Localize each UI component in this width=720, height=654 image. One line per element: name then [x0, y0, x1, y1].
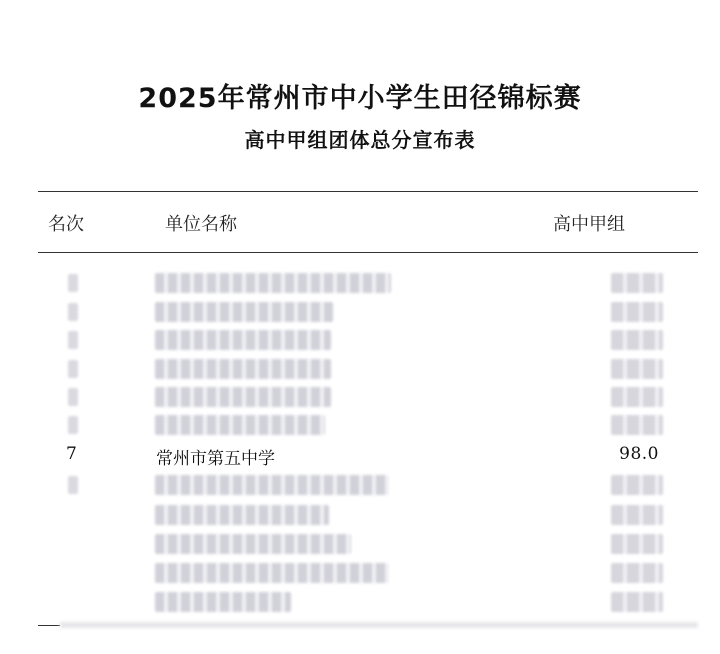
row-rank: 7 — [66, 444, 77, 464]
redacted-name — [155, 387, 331, 407]
redacted-name — [155, 505, 329, 525]
redacted-score — [611, 505, 663, 525]
table-header-rule — [38, 252, 698, 253]
redacted-score — [611, 359, 663, 379]
table-row-blurred — [0, 531, 720, 559]
table-row-blurred — [0, 502, 720, 530]
redacted-name — [155, 563, 389, 583]
redacted-rank — [68, 274, 78, 292]
redacted-rank — [68, 416, 78, 434]
redacted-rank — [68, 303, 78, 321]
redacted-name — [155, 330, 331, 350]
redacted-rank — [68, 476, 78, 494]
redacted-rank — [68, 331, 78, 349]
header-name: 单位名称 — [165, 214, 237, 235]
redacted-score — [611, 475, 663, 495]
redacted-name — [155, 534, 351, 554]
row-school-name: 常州市第五中学 — [156, 449, 275, 469]
redacted-rank — [68, 388, 78, 406]
table-row-blurred — [0, 472, 720, 500]
header-score: 高中甲组 — [553, 214, 625, 235]
redacted-score — [611, 273, 663, 293]
table-row-blurred — [0, 299, 720, 327]
redacted-name — [155, 415, 325, 435]
page-subtitle: 高中甲组团体总分宣布表 — [244, 128, 476, 152]
redacted-score — [611, 387, 663, 407]
table-bottom-rule-redacted — [60, 622, 698, 628]
table-row-blurred — [0, 356, 720, 384]
table-bottom-rule — [38, 625, 60, 626]
redacted-score — [611, 415, 663, 435]
table-row-blurred — [0, 327, 720, 355]
redacted-score — [611, 330, 663, 350]
table-top-rule — [38, 191, 698, 192]
redacted-name — [155, 302, 333, 322]
redacted-rank — [68, 360, 78, 378]
table-row — [0, 442, 720, 470]
table-row-blurred — [0, 560, 720, 588]
table-row-blurred — [0, 384, 720, 412]
redacted-name — [155, 273, 391, 293]
redacted-name — [155, 359, 331, 379]
redacted-score — [611, 302, 663, 322]
redacted-name — [155, 475, 389, 495]
table-row-blurred — [0, 270, 720, 298]
table-row-blurred — [0, 412, 720, 440]
header-rank: 名次 — [48, 214, 84, 235]
table-row-blurred — [0, 589, 720, 617]
redacted-score — [611, 563, 663, 583]
redacted-name — [155, 592, 291, 612]
redacted-score — [611, 592, 663, 612]
row-score: 98.0 — [619, 444, 659, 464]
page-title: 2025年常州市中小学生田径锦标赛 — [138, 83, 582, 114]
redacted-score — [611, 534, 663, 554]
